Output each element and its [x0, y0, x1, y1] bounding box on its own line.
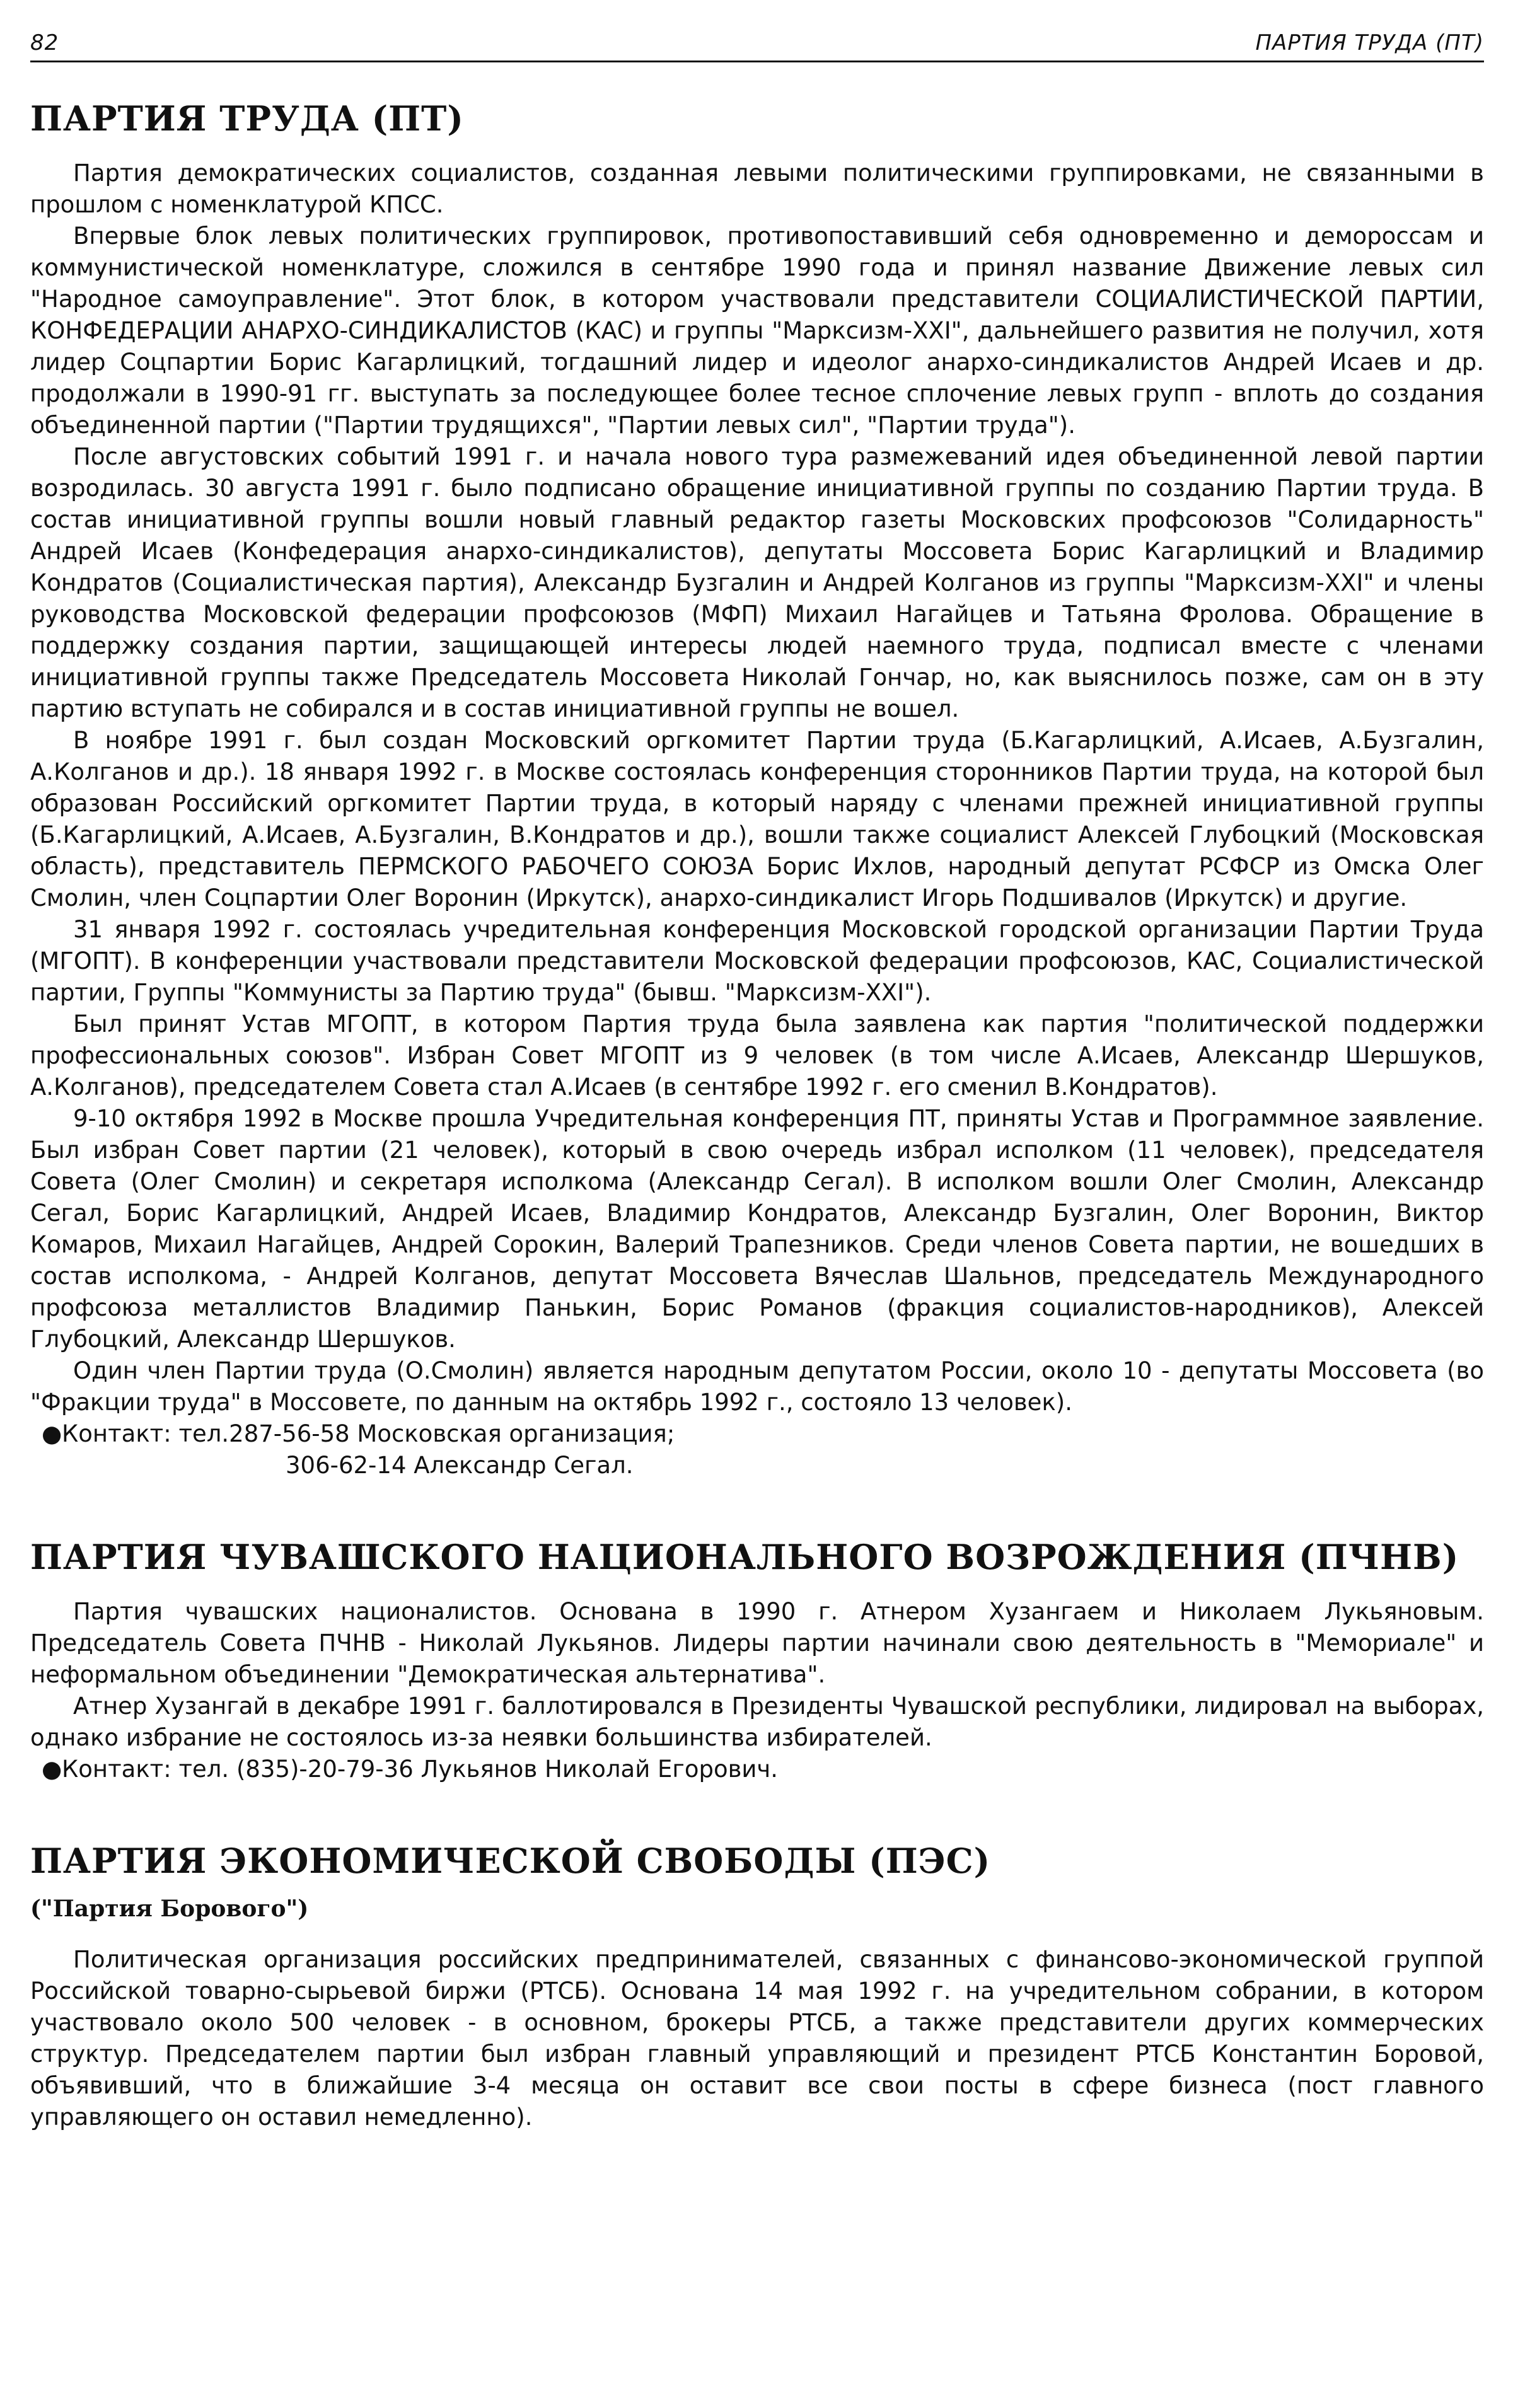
section-title: ПАРТИЯ ЭКОНОМИЧЕСКОЙ СВОБОДЫ (ПЭС)	[30, 1841, 991, 1881]
contact-info	[30, 1754, 1484, 1785]
paragraph: Партия демократических социалистов, созданная левыми политическими группировками, не связанными в прошлом с номенклатурой КПСС.	[30, 159, 1484, 218]
paragraph: После августовских событий 1991 г. и начала нового тура размежеваний идея объединенной левой партии возродилась. 30 августа 1991 г. было подписано обращение инициативной группы по созданию Партии труда. В состав инициативной группы вошли новый главный редактор газеты Московских профсоюзов "Солидарность" Андрей Исаев (Конфедерация анархо-синдикалистов), депутаты Моссовета Борис Кагарлицкий и Владимир Кондратов (Социалистическая партия), Александр Бузгалин и Андрей Колганов из группы "Марксизм-XXI" и члены руководства Московской федерации профсоюзов (МФП) Михаил Нагайцев и Татьяна Фролова. Обращение в поддержку создания партии, защищающей интересы людей наемного труда, подписал вместе с членами инициативной группы также Председатель Моссовета Николай Гончар, но, как выяснилось позже, сам он в эту партию вступать не собирался и в состав инициативной группы не вошел.	[30, 443, 1484, 722]
bullet-icon: ●	[42, 1756, 62, 1783]
section-partiya-truda	[30, 95, 1484, 1481]
section-pes	[30, 1837, 1484, 2133]
contact-line: Контакт: тел.287-56-58 Московская организация;	[62, 1420, 675, 1447]
paragraph: Партия чувашских националистов. Основана в 1990 г. Атнером Хузангаем и Николаем Лукьяновым. Председатель Совета ПЧНВ - Николай Лукьянов. Лидеры партии начинали свою деятельность в "Мемориале" и неформальном объединении "Демократическая альтернатива".	[30, 1598, 1484, 1688]
paragraph: 9-10 октября 1992 в Москве прошла Учредительная конференция ПТ, приняты Устав и Программное заявление. Был избран Совет партии (21 человек), который в свою очередь избрал исполком (11 человек), председателя Совета (Олег Смолин) и секретаря исполкома (Александр Сегал). В исполком вошли Олег Смолин, Александр Сегал, Борис Кагарлицкий, Андрей Исаев, Владимир Кондратов, Александр Бузгалин, Олег Воронин, Виктор Комаров, Михаил Нагайцев, Андрей Сорокин, Валерий Трапезников. Среди членов Совета партии, не вошедших в состав исполкома, - Андрей Колганов, депутат Моссовета Вячеслав Шальнов, председатель Международного профсоюза металлистов Владимир Панькин, Борис Романов (фракция социалистов-народников), Алексей Глубоцкий, Александр Шершуков.	[30, 1105, 1484, 1353]
section-pchnv	[30, 1533, 1484, 1785]
document-page	[30, 0, 1484, 2408]
paragraph: Впервые блок левых политических группировок, противопоставивший себя одновременно и демороссам и коммунистической номенклатуре, сложился в сентябре 1990 года и принял название Движение левых сил "Народное самоуправление". Этот блок, в котором участвовали представители СОЦИАЛИСТИЧЕСКОЙ ПАРТИИ, КОНФЕДЕРАЦИИ АНАРХО-СИНДИКАЛИСТОВ (КАС) и группы "Марксизм-XXI", дальнейшего развития не получил, хотя лидер Соцпартии Борис Кагарлицкий, тогдашний лидер и идеолог анархо-синдикалистов Андрей Исаев и др. продолжали в 1990-91 гг. выступать за последующее более тесное сплочение левых групп - вплоть до создания объединенной партии ("Партии трудящихся", "Партии левых сил", "Партии труда").	[30, 223, 1484, 439]
header-rule	[30, 61, 1484, 62]
contact-line: 306-62-14 Александр Сегал.	[286, 1452, 634, 1479]
running-head	[30, 30, 1484, 68]
section-title: ПАРТИЯ ЧУВАШСКОГО НАЦИОНАЛЬНОГО ВОЗРОЖДЕНИЯ (ПЧНВ)	[30, 1537, 1459, 1577]
page-number: 82	[30, 30, 59, 55]
paragraph: Атнер Хузангай в декабре 1991 г. баллотировался в Президенты Чувашской республики, лидировал на выборах, однако избрание не состоялось из-за неявки большинства избирателей.	[30, 1693, 1484, 1751]
section-alias: ("Партия Борового")	[30, 1896, 309, 1922]
paragraph: 31 января 1992 г. состоялась учредительная конференция Московской городской организации Партии Труда (МГОПТ). В конференции участвовали представители Московской федерации профсоюзов, КАС, Социалистической партии, Группы "Коммунисты за Партию труда" (бывш. "Марксизм-XXI").	[30, 916, 1484, 1006]
bullet-icon: ●	[42, 1420, 62, 1447]
contact-info	[30, 1418, 1484, 1481]
paragraph: Политическая организация российских предпринимателей, связанных с финансово-экономической группой Российской товарно-сырьевой биржи (РТСБ). Основана 14 мая 1992 г. на учредительном собрании, в котором участвовало около 500 человек - в основном, брокеры РТСБ, а также представители других коммерческих структур. Председателем партии был избран главный управляющий и президент РТСБ Константин Боровой, объявивший, что в ближайшие 3-4 месяца он оставит все свои посты в сфере бизнеса (пост главного управляющего он оставил немедленно).	[30, 1946, 1484, 2131]
contact-line: Контакт: тел. (835)-20-79-36 Лукьянов Николай Егорович.	[62, 1756, 779, 1783]
running-title: ПАРТИЯ ТРУДА (ПТ)	[1255, 30, 1484, 55]
paragraph: В ноябре 1991 г. был создан Московский оргкомитет Партии труда (Б.Кагарлицкий, А.Исаев, А.Бузгалин, А.Колганов и др.). 18 января 1992 г. в Москве состоялась конференция сторонников Партии труда, на которой был образован Российский оргкомитет Партии труда, в который наряду с членами прежней инициативной группы (Б.Кагарлицкий, А.Исаев, А.Бузгалин, В.Кондратов и др.), вошли также социалист Алексей Глубоцкий (Московская область), представитель ПЕРМСКОГО РАБОЧЕГО СОЮЗА Борис Ихлов, народный депутат РСФСР из Омска Олег Смолин, член Соцпартии Олег Воронин (Иркутск), анархо-синдикалист Игорь Подшивалов (Иркутск) и другие.	[30, 727, 1484, 912]
page-content	[30, 95, 1484, 2133]
paragraph: Один член Партии труда (О.Смолин) является народным депутатом России, около 10 - депутаты Моссовета (во "Фракции труда" в Моссовете, по данным на октябрь 1992 г., состояло 13 человек).	[30, 1357, 1484, 1416]
paragraph: Был принят Устав МГОПТ, в котором Партия труда была заявлена как партия "политической поддержки профессиональных союзов". Избран Совет МГОПТ из 9 человек (в том числе А.Исаев, Александр Шершуков, А.Колганов), председателем Совета стал А.Исаев (в сентябре 1992 г. его сменил В.Кондратов).	[30, 1010, 1484, 1101]
section-title: ПАРТИЯ ТРУДА (ПТ)	[30, 98, 464, 139]
